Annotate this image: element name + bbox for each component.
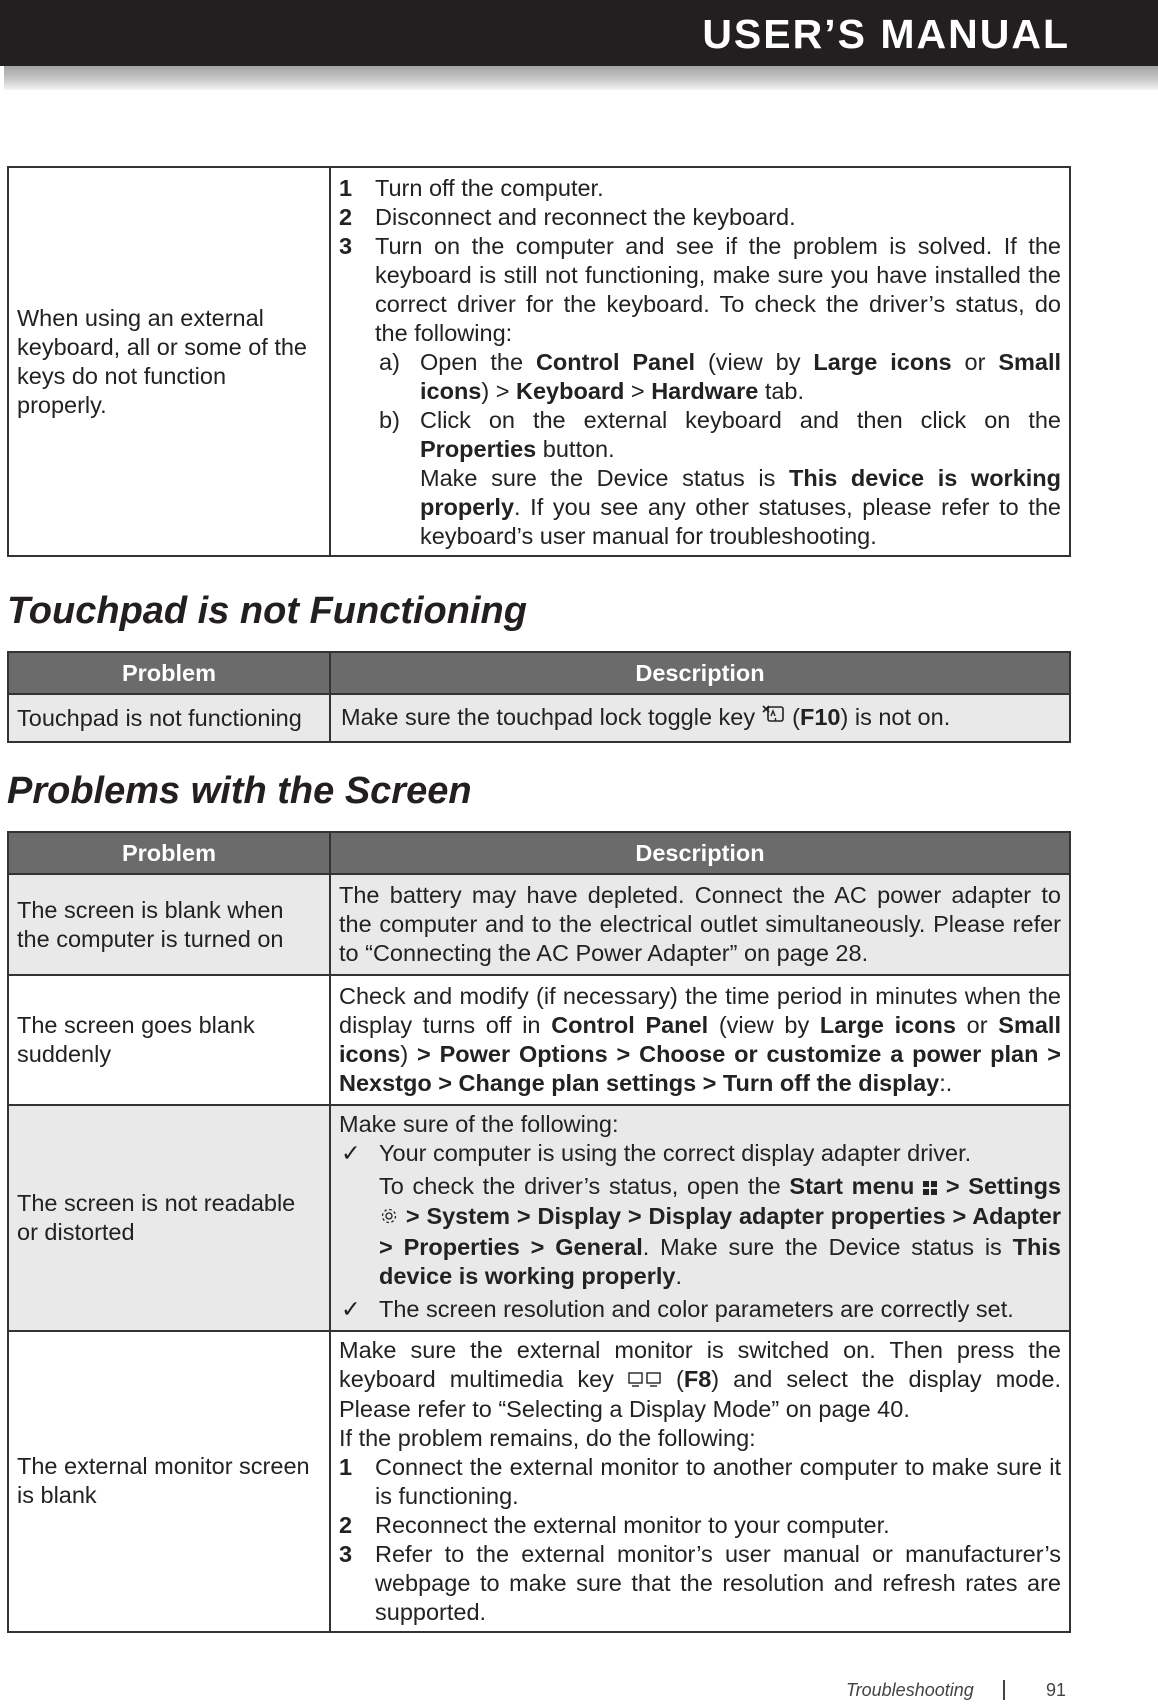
description-cell: Make sure the external monitor is switched on. Then press the keyboard multimedia key (F8) and select the display mode. Please refer to “Selecting a Display Mode” on page 40. If the problem remains, do the following: 1 Connect the external monitor to another computer to make sure it is functioning. 2 Reconnect the external monitor to your computer. 3 Refer to the external monitor’s user manual or manufacturer’s webpage to make sure that the resolution and refresh rates are supported. <box>330 1331 1070 1632</box>
list-item: 1 Connect the external monitor to another computer to make sure it is functioning. <box>339 1453 1061 1509</box>
problem-cell: The screen is blank when the computer is turned on <box>8 874 330 975</box>
problem-header: Problem <box>8 832 330 874</box>
page-number: 91 <box>1046 1680 1067 1700</box>
sub-step-b-note: Make sure the Device status is This device is working properly. If you see any other statuses, please refer to the keyboard’s user manual for troubleshooting. <box>420 465 1061 549</box>
table-row <box>8 1331 1070 1632</box>
description-cell <box>330 167 1070 556</box>
checkmark-icon: ✓ <box>341 1295 361 1322</box>
problem-cell: The screen is not readable or distorted <box>8 1105 330 1331</box>
table-row <box>8 874 1070 975</box>
manual-title: USER’S MANUAL <box>702 11 1070 57</box>
sub-step-a: a) Open the Control Panel (view by Large icons or Small icons) > Keyboard > Hardware tab. <box>379 349 1062 404</box>
list-item: 1 Turn off the computer. <box>339 175 604 201</box>
checklist-item: ✓ Your computer is using the correct display adapter driver. <box>341 1140 972 1166</box>
windows-start-icon <box>923 1173 937 1202</box>
table-row <box>8 975 1070 1105</box>
screen-table <box>7 831 1071 1633</box>
footer-divider <box>1003 1680 1005 1700</box>
description-cell: Make sure of the following: ✓ Your computer is using the correct display adapter driver. To check the driver’s status, open the Start menu > Settings > System > Display > Display adapter properties > Adapter > Properties > General. Make sure the Device status is This device is working properly. ✓ The screen resolution and color parameters are correctly set. <box>330 1105 1070 1331</box>
description-header: Description <box>330 832 1070 874</box>
description-cell: Make sure the touchpad lock toggle key (F10) is not on. <box>330 694 1070 742</box>
footer-section-name: Troubleshooting <box>846 1680 974 1700</box>
keyboard-table <box>7 166 1071 557</box>
table-header <box>8 832 1070 874</box>
header-shadow <box>4 66 1158 90</box>
description-cell: The battery may have depleted. Connect the AC power adapter to the computer and to the electrical outlet simultaneously. Please refer to “Connecting the AC Power Adapter” on page 28. <box>330 874 1070 975</box>
description-cell: Check and modify (if necessary) the time period in minutes when the display turns off in Control Panel (view by Large icons or Small icons) > Power Options > Choose or customize a power plan > Nexstgo > Change plan settings > Turn off the display:. <box>330 975 1070 1105</box>
table-row <box>8 1105 1070 1331</box>
problem-cell: Touchpad is not functioning <box>8 694 330 742</box>
checklist-item: ✓ The screen resolution and color parameters are correctly set. <box>341 1295 1014 1322</box>
problem-cell: The external monitor screen is blank <box>8 1331 330 1632</box>
table-row <box>8 694 1070 742</box>
table-header <box>8 652 1070 694</box>
list-item: 3 Turn on the computer and see if the problem is solved. If the keyboard is still not functioning, make sure you have installed the correct driver for the keyboard. To check the driver’s status, do the following: <box>339 233 1061 346</box>
problem-cell: When using an external keyboard, all or some of the keys do not function properly. <box>8 167 330 556</box>
sub-step-b: b) Click on the external keyboard and then click on the Properties button. <box>379 407 1061 462</box>
list-item: 2 Disconnect and reconnect the keyboard. <box>339 204 796 230</box>
settings-gear-icon <box>379 1204 399 1233</box>
display-mode-icon <box>628 1366 662 1395</box>
touchpad-table <box>7 651 1071 743</box>
problem-header: Problem <box>8 652 330 694</box>
checkmark-icon: ✓ <box>341 1140 361 1166</box>
table-row <box>8 167 1070 556</box>
screen-section-title: Problems with the Screen <box>7 770 472 812</box>
touchpad-section-title: Touchpad is not Functioning <box>7 590 527 632</box>
list-item: 2 Reconnect the external monitor to your computer. <box>339 1511 890 1538</box>
problem-cell: The screen goes blank suddenly <box>8 975 330 1105</box>
touchpad-lock-icon <box>762 704 786 733</box>
checklist-note: To check the driver’s status, open the Start menu > Settings > System > Display > Display adapter properties > Adapter > Properties > General. Make sure the Device status is This device is working properly. <box>379 1173 1061 1289</box>
list-item: 3 Refer to the external monitor’s user manual or manufacturer’s webpage to make sure that the resolution and refresh rates are supported. <box>339 1540 1061 1625</box>
description-header: Description <box>330 652 1070 694</box>
